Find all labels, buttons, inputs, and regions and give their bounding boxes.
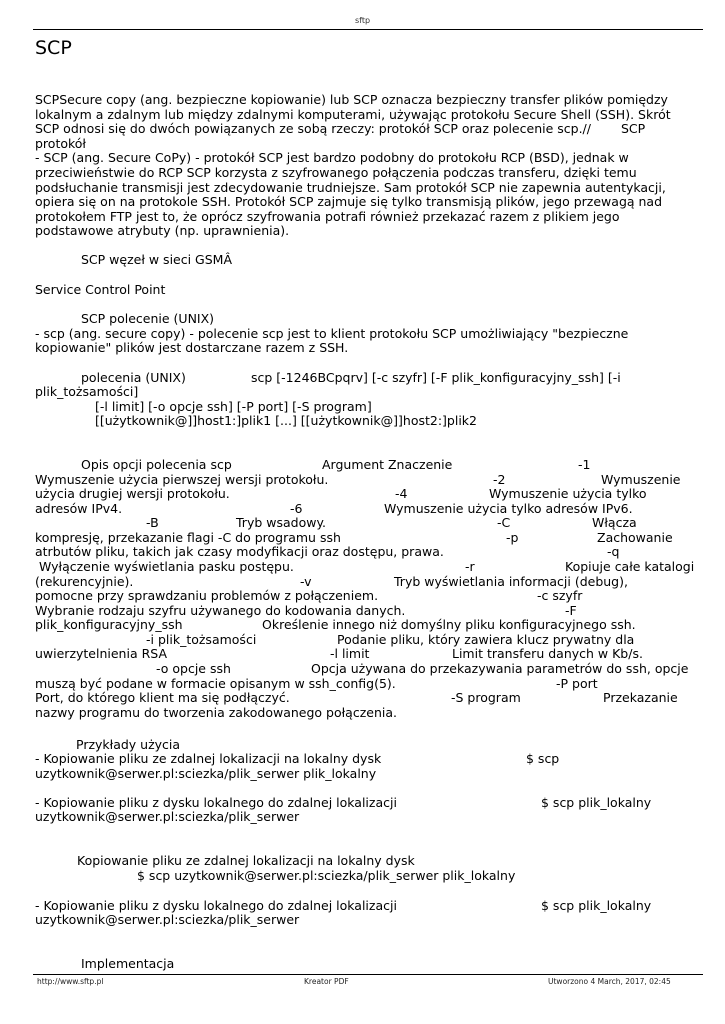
options-cell: Włącza: [592, 515, 637, 530]
syntax-line: [-l limit] [-o opcje ssh] [-P port] [-S program]: [95, 399, 372, 414]
options-cell: -C: [497, 515, 511, 530]
syntax-label: polecenia (UNIX): [81, 370, 186, 385]
intro-line: SCPSecure copy (ang. bezpieczne kopiowanie) lub SCP oznacza bezpieczny transfer plików pomiędzy: [35, 92, 668, 107]
options-cell: Wymuszenie użycia pierwszej wersji protokołu.: [35, 472, 329, 487]
options-cell: -p: [506, 530, 519, 545]
options-cell: atrbutów pliku, takich jak czasy modyfikacji oraz dostępu, prawa.: [35, 544, 444, 559]
options-cell: Tryb wsadowy.: [236, 515, 327, 530]
options-cell: -S program: [451, 690, 521, 705]
header-site-title: sftp: [354, 16, 371, 25]
options-cell: -v: [300, 574, 312, 589]
gsm-line: SCP węzeł w sieci GSMÂ: [81, 252, 233, 267]
examples-heading: Przykłady użycia: [76, 737, 181, 752]
options-cell: -l limit: [330, 646, 370, 661]
options-cell: -i plik_tożsamości: [146, 632, 257, 647]
footer-created: Utworzono 4 March, 2017, 02:45: [548, 977, 671, 986]
options-cell: uwierzytelnienia RSA: [35, 646, 167, 661]
example-command: uzytkownik@serwer.pl:sciezka/plik_serwer: [35, 809, 300, 824]
intro-line: protokół: [35, 136, 86, 151]
options-cell: Limit transferu danych w Kb/s.: [452, 646, 643, 661]
options-cell: plik_konfiguracyjny_ssh: [35, 617, 183, 632]
page-title: SCP: [35, 37, 72, 59]
example-command: $ scp plik_lokalny: [541, 795, 652, 810]
implementation-heading: Implementacja: [81, 956, 175, 971]
intro-line: podsłuchanie transmisji jest zdecydowanie trudniejsze. Sam protokół SCP nie zapewnia autentykacji,: [35, 180, 666, 195]
options-cell: nazwy programu do tworzenia zakodowanego połączenia.: [35, 705, 397, 720]
options-cell: -q: [607, 544, 620, 559]
options-cell: -6: [290, 501, 303, 516]
options-cell: Zachowanie: [597, 530, 673, 545]
options-cell: Wymuszenie użycia tylko adresów IPv6.: [384, 501, 633, 516]
options-cell: kompresję, przekazanie flagi -C do programu ssh: [35, 530, 341, 545]
options-cell: -c szyfr: [537, 588, 583, 603]
example-command: uzytkownik@serwer.pl:sciezka/plik_serwer: [35, 912, 300, 927]
options-cell: Opcja używana do przekazywania parametrów do ssh, opcje: [311, 661, 689, 676]
intro-line: podstawowe atrybuty (np. uprawnienia).: [35, 223, 290, 238]
options-cell: Przekazanie: [603, 690, 678, 705]
command-desc: - scp (ang. secure copy) - polecenie scp jest to klient protokołu SCP umożliwiający "bezpieczne: [35, 326, 629, 341]
intro-line: lokalnym a zdalnym lub między zdalnymi komputerami, używając protokołu Secure Shell (SSH). Skrót: [35, 107, 671, 122]
footer-creator: Kreator PDF: [304, 977, 349, 986]
header-divider: [33, 29, 703, 30]
options-cell: Wymuszenie: [601, 472, 681, 487]
example-text: Kopiowanie pliku ze zdalnej lokalizacji na lokalny dysk: [77, 853, 415, 868]
options-cell: Określenie innego niż domyślny pliku konfiguracyjnego ssh.: [262, 617, 636, 632]
options-cell: Kopiuje całe katalogi: [565, 559, 695, 574]
options-cell: Opis opcji polecenia scp: [81, 457, 232, 472]
options-cell: Port, do którego klient ma się podłączyć.: [35, 690, 290, 705]
options-cell: (rekurencyjnie).: [35, 574, 134, 589]
example-text: - Kopiowanie pliku z dysku lokalnego do zdalnej lokalizacji: [35, 898, 397, 913]
options-cell: -B: [146, 515, 159, 530]
intro-line: opiera się on na protokole SSH. Protokół SCP zajmuje się tylko transmisją plików, jego przewagą nad: [35, 194, 663, 209]
intro-line: - SCP (ang. Secure CoPy) - protokół SCP jest bardzo podobny do protokołu RCP (BSD), jednak w: [35, 150, 629, 165]
options-cell: Argument Znaczenie: [322, 457, 453, 472]
options-cell: Tryb wyświetlania informacji (debug),: [394, 574, 628, 589]
options-cell: muszą być podane w formacie opisanym w ssh_config(5).: [35, 676, 396, 691]
command-desc: kopiowanie" plików jest dostarczane razem z SSH.: [35, 340, 349, 355]
syntax-line: [[użytkownik@]]host1:]plik1 [...] [[użytkownik@]]host2:]plik2: [95, 413, 477, 428]
syntax-line: plik_tożsamości]: [35, 384, 139, 399]
footer-divider: [33, 974, 703, 975]
options-cell: -1: [578, 457, 591, 472]
options-cell: -r: [465, 559, 475, 574]
options-cell: -o opcje ssh: [156, 661, 231, 676]
example-text: - Kopiowanie pliku z dysku lokalnego do zdalnej lokalizacji: [35, 795, 397, 810]
example-command: $ scp uzytkownik@serwer.pl:sciezka/plik_serwer plik_lokalny: [137, 868, 516, 883]
service-line: Service Control Point: [35, 282, 166, 297]
example-text: - Kopiowanie pliku ze zdalnej lokalizacji na lokalny dysk: [35, 751, 382, 766]
example-command: $ scp: [526, 751, 560, 766]
options-cell: -F: [565, 603, 577, 618]
intro-line-scp: SCP: [621, 121, 646, 136]
example-command: uzytkownik@serwer.pl:sciezka/plik_serwer plik_lokalny: [35, 766, 377, 781]
footer-url[interactable]: http://www.sftp.pl: [37, 977, 104, 986]
command-heading: SCP polecenie (UNIX): [81, 311, 215, 326]
options-cell: Podanie pliku, który zawiera klucz prywatny dla: [337, 632, 635, 647]
options-cell: Wybranie rodzaju szyfru używanego do kodowania danych.: [35, 603, 406, 618]
options-cell: Wymuszenie użycia tylko: [489, 486, 647, 501]
options-cell: Wyłączenie wyświetlania pasku postępu.: [39, 559, 294, 574]
intro-line: protokołem FTP jest to, że oprócz szyfrowania potrafi również przekazać razem z plikiem jego: [35, 209, 620, 224]
options-cell: -P port: [556, 676, 598, 691]
options-cell: adresów IPv4.: [35, 501, 123, 516]
options-cell: użycia drugiej wersji protokołu.: [35, 486, 230, 501]
example-command: $ scp plik_lokalny: [541, 898, 652, 913]
syntax-line: scp [-1246BCpqrv] [-c szyfr] [-F plik_konfiguracyjny_ssh] [-i: [251, 370, 621, 385]
options-cell: pomocne przy sprawdzaniu problemów z połączeniem.: [35, 588, 379, 603]
intro-line: SCP odnosi się do dwóch powiązanych ze sobą rzeczy: protokół SCP oraz polecenie scp.//: [35, 121, 591, 136]
intro-line: przeciwieństwie do RCP SCP korzysta z szyfrowanego połączenia podczas transferu, dzięki temu: [35, 165, 637, 180]
options-cell: -4: [395, 486, 408, 501]
options-cell: -2: [493, 472, 506, 487]
